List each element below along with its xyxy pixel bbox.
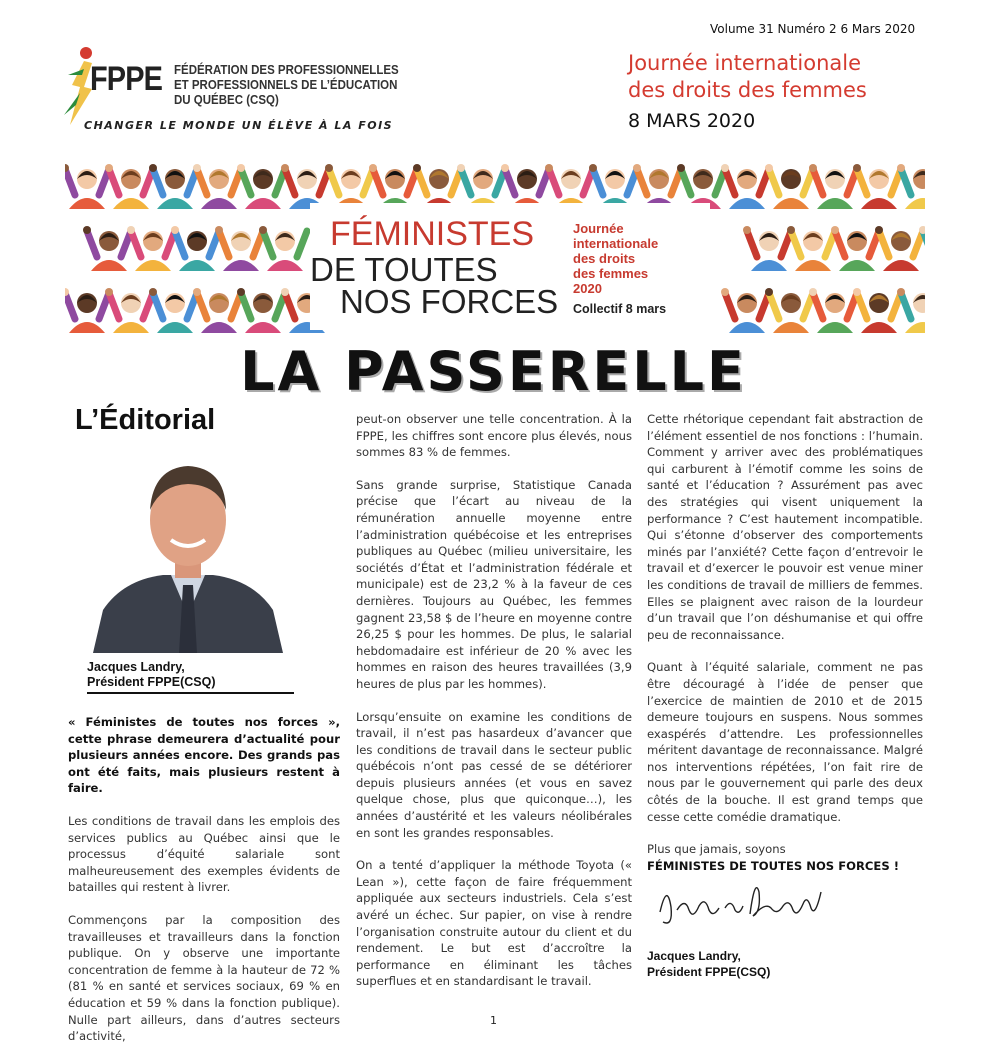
- portrait-image: [83, 440, 293, 653]
- crowd-person: [259, 226, 307, 271]
- banner-collective: Collectif 8 mars: [573, 302, 667, 316]
- editorial-lead: « Féministes de toutes nos forces », cette phrase demeurera d’actualité pour plusieurs années encore. Des grands pas ont été faits, mais plusieurs restent à faire.: [68, 715, 340, 796]
- event-date: 8 MARS 2020: [628, 110, 756, 132]
- issue-volume: Volume 31 Numéro 2 6 Mars 2020: [710, 22, 916, 36]
- crowd-person: [83, 226, 131, 271]
- banner-line3: NOS FORCES: [340, 283, 559, 320]
- crowd-person: [193, 164, 241, 209]
- paragraph: Quant à l’équité salariale, comment ne pas être découragé à l’idée de penser que l’exercice de maintien de 2010 et de 2015 demeure toujours en suspens. Nous sommes exaspérés d’attendre. Les professionnelles méritent davantage de reconnaissance. Malgré nos interventions répétées, l’on fait rire de nous par le gouvernement qui parle des deux côtés de la bouche. Il est grand temps que cesse cette comédie dramatique.: [647, 660, 923, 824]
- masthead: LA PASSERELLE: [240, 340, 747, 403]
- crowd-person: [171, 226, 219, 271]
- banner-side-text: Journée internationale des droits des femmes 2020: [573, 221, 659, 296]
- crowd-person: [721, 288, 769, 333]
- crowd-person: [127, 226, 175, 271]
- editorial-title: L’Éditorial: [75, 404, 216, 436]
- crowd-person: [237, 164, 285, 209]
- crowd-person: [215, 226, 263, 271]
- banner-line1: FÉMINISTES: [330, 215, 535, 253]
- paragraph: Les conditions de travail dans les emplois des services publics au Québec ainsi que le processus d’équité salariale sont malheureusement des exemples évidents de batailles qui restent à livrer.: [68, 813, 340, 895]
- photo-caption: Jacques Landry, Président FPPE(CSQ): [87, 660, 216, 689]
- logo-full-name: FÉDÉRATION DES PROFESSIONNELLES ET PROFESSIONNELS DE L’ÉDUCATION DU QUÉBEC (CSQ): [174, 63, 399, 107]
- paragraph: On a tenté d’appliquer la méthode Toyota (« Lean »), cette façon de faire fréquemment appliquée aux secteurs industriels. Cela s’est avéré un échec. Sur papier, on vise à rendre l’organisation construite autour du client et du rendement. Le but est d’accroître la performance en éliminant les tâches superflues et en standardisant le travail.: [356, 858, 632, 989]
- event-title: Journée internationale des droits des femmes: [628, 51, 867, 102]
- crowd-person: [831, 226, 879, 271]
- crowd-person: [65, 164, 109, 209]
- crowd-person: [875, 226, 923, 271]
- banner-line2: DE TOUTES: [310, 251, 498, 288]
- paragraph: Commençons par la composition des travailleuses et travailleurs dans la fonction publique. On y observe une importante concentration de femme à la hauteur de 72 % (81 % en santé et services sociaux, 69 % en éducation et 59 % dans la fonction publique). Nulle part ailleurs, dans d’autres secteurs d’activité,: [68, 912, 340, 1044]
- logo-tagline: CHANGER LE MONDE UN ÉLÈVE À LA FOIS: [84, 119, 394, 132]
- crowd-person: [787, 226, 835, 271]
- crowd-person: [149, 288, 197, 333]
- paragraph: Sans grande surprise, Statistique Canada précise que l’écart au niveau de la rémunération annuelle moyenne entre l’administration québécoise et les entreprises publiques au Québec (milieu universitaire, les sociétés d’État et l’administration fédérale et municipale) est de 23,2 % à la faveur de ces dernières. Toujours au Québec, les femmes gagnent 23,58 $ de l’heure en moyenne contre 26,25 $ pour les hommes. De plus, le salarial hebdomadaire est inférieur de 20 % avec les hommes en raison des heures travaillées (3,9 heures de plus par les hommes).: [356, 477, 632, 691]
- closing-slogan: FÉMINISTES DE TOUTES NOS FORCES !: [647, 858, 899, 873]
- crowd-person: [765, 288, 813, 333]
- crowd-person: [809, 288, 857, 333]
- crowd-person: [149, 164, 197, 209]
- closing-line: Plus que jamais, soyons: [647, 842, 786, 857]
- crowd-person: [765, 164, 813, 209]
- signature-name: Jacques Landry, Président FPPE(CSQ): [647, 949, 771, 979]
- crowd-person: [237, 288, 285, 333]
- crowd-person: [721, 164, 769, 209]
- crowd-person: [897, 288, 925, 333]
- paragraph: Cette rhétorique cependant fait abstraction de l’élément essentiel de nos fonctions : l’humain. Comment y arriver avec des problématiques qui carburent à l’émotif comme les soins de santé et l’éducation ? Assurément pas avec des stratégies qui visent uniquement la performance ? C’est hautement incompatible. Qui s’étonne d’observer des comportements minés par l’anxiété? Cette façon d’entrevoir le travail et d’exercer le pouvoir est venue miner les conditions de travail de milliers de femmes. Elles se plaignent avec raison de la lourdeur d’un travail que l’on déshumanise et qui offre peu de reconnaissance.: [647, 412, 923, 642]
- crowd-person: [65, 288, 109, 333]
- crowd-person: [743, 226, 791, 271]
- crowd-person: [809, 164, 857, 209]
- paragraph: peut-on observer une telle concentration. À la FPPE, les chiffres sont encore plus élevés, nous sommes 83 % de femmes.: [356, 412, 632, 460]
- president-photo: [83, 440, 293, 653]
- page-number: 1: [490, 1014, 497, 1027]
- crowd-person: [105, 288, 153, 333]
- caption-divider: [87, 692, 294, 694]
- crowd-person: [853, 164, 901, 209]
- fppe-logo: [62, 45, 402, 140]
- paragraph: Lorsqu’ensuite on examine les conditions de travail, il n’est pas hasardeux d’avancer que les conditions de travail dans le secteur public québécois n’ont pas cessé de se détériorer depuis plusieurs années (et vous en savez quelque chose, plus que quiconque…), les années d’austérité et les valeurs néolibérales en sont les grandes responsables.: [356, 709, 632, 840]
- editorial-column-2: [356, 411, 632, 1006]
- handwritten-signature: [655, 872, 825, 932]
- editorial-column-3: [647, 411, 923, 874]
- crowd-person: [105, 164, 153, 209]
- editorial-column-1: [68, 714, 340, 1061]
- crowd-person: [193, 288, 241, 333]
- banner: [65, 145, 925, 333]
- crowd-person: [853, 288, 901, 333]
- crowd-person: [897, 164, 925, 209]
- logo-acronym: FPPE: [90, 60, 163, 98]
